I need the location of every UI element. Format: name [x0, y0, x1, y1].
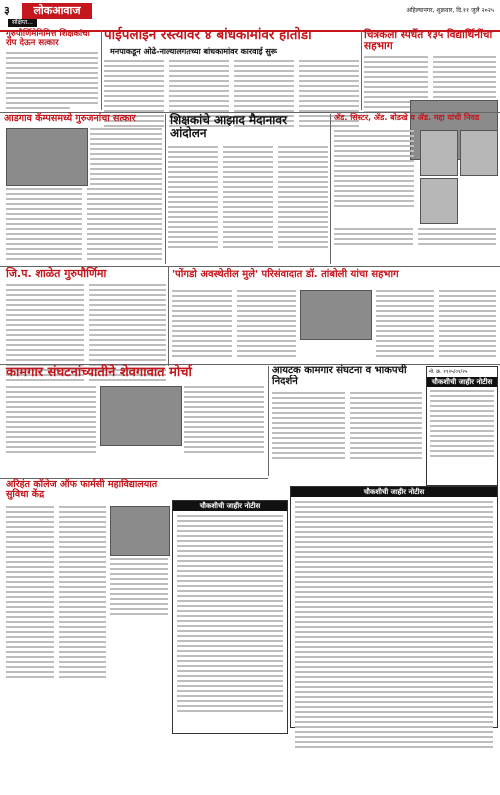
article-body: [334, 130, 414, 210]
article-body: [272, 392, 422, 462]
news-photo: [6, 128, 88, 186]
notice-title: चौकशीची जाहीर नोटीस: [173, 501, 287, 511]
article-body: [110, 558, 168, 618]
article-body: [6, 386, 96, 456]
public-notice: [290, 486, 498, 728]
page-number: ३: [4, 4, 10, 17]
headline-tamboli: 'पोंगडो अवस्थेतील मुले' परिसंवादात डॉ. तांबोली यांचा सहभाग: [172, 269, 399, 280]
article-body: [6, 188, 162, 263]
divider: [268, 366, 269, 476]
article-body: [6, 52, 98, 112]
portrait-photo: [420, 178, 458, 224]
headline-teachers: शिक्षकांचे आझाद मैदानावर आंदोलन: [170, 113, 287, 140]
date-line: अहिल्यानगर, शुक्रवार, दि.११ जुलै २०२५: [406, 7, 494, 14]
public-notice: [426, 366, 498, 486]
headline-pharmacy: अरिहंत कॉलेज ऑफ फार्मसी महाविद्यालयात सुविधा केंद्र: [6, 479, 158, 500]
headline-aituc: आयटक कामगार संघटना व भाकपची निदर्शने: [272, 365, 407, 387]
headline-jp-school: जि.प. शाळेत गुरुपौर्णिमा: [6, 267, 107, 280]
section-tag: संक्षिप्त...: [8, 19, 37, 27]
article-body: [334, 228, 496, 248]
notice-ref: नो. क्र. ११२५/०१/२५: [429, 369, 468, 375]
divider: [168, 266, 169, 366]
article-body: [376, 290, 496, 360]
public-notice: [172, 500, 288, 734]
divider: [330, 114, 331, 264]
headline-pipeline: पाईपलाइन रस्त्यावर ४ बांधकामांवर हातोडा: [104, 27, 312, 43]
divider: [101, 30, 102, 110]
headline-gurupurnima: गुरुपौर्णिमेनिमित्त शिक्षकांचा रोप देऊन सत्कार: [6, 29, 90, 48]
notice-title: चौकशीची जाहीर नोटीस: [291, 487, 497, 497]
divider: [165, 114, 166, 264]
newspaper-logo: लोकआवाज: [22, 3, 92, 19]
article-body: [184, 386, 264, 456]
article-body: [6, 506, 106, 681]
news-photo: [110, 506, 170, 556]
headline-audumbar: आडगाव कॅम्पसमध्ये गुरुजनांचा सत्कार: [4, 113, 136, 124]
article-body: [168, 146, 328, 251]
news-photo: [100, 386, 182, 446]
headline-workers: कामगार संघटनांच्यातीने शेवगावात मोर्चा: [6, 365, 192, 380]
notice-title: चौकशीची जाहीर नोटीस: [427, 377, 497, 387]
subheadline-pipeline: मनपाकडून ओढे-नाल्यालगतच्या बांधकामांवर कारवाई सुरू: [110, 47, 278, 56]
headline-advocates: ॲड. सिस्टर, ॲड. बोडखे व ॲड. मद्दा यांची निवड: [334, 113, 480, 122]
portrait-photo: [420, 130, 458, 176]
news-photo: [300, 290, 372, 340]
headline-painting: चित्रकला स्पर्धेत १३५ विद्यार्थिनींचा सहभाग: [364, 29, 493, 53]
divider: [361, 30, 362, 110]
portrait-photo: [460, 130, 498, 176]
article-body: [172, 290, 296, 360]
